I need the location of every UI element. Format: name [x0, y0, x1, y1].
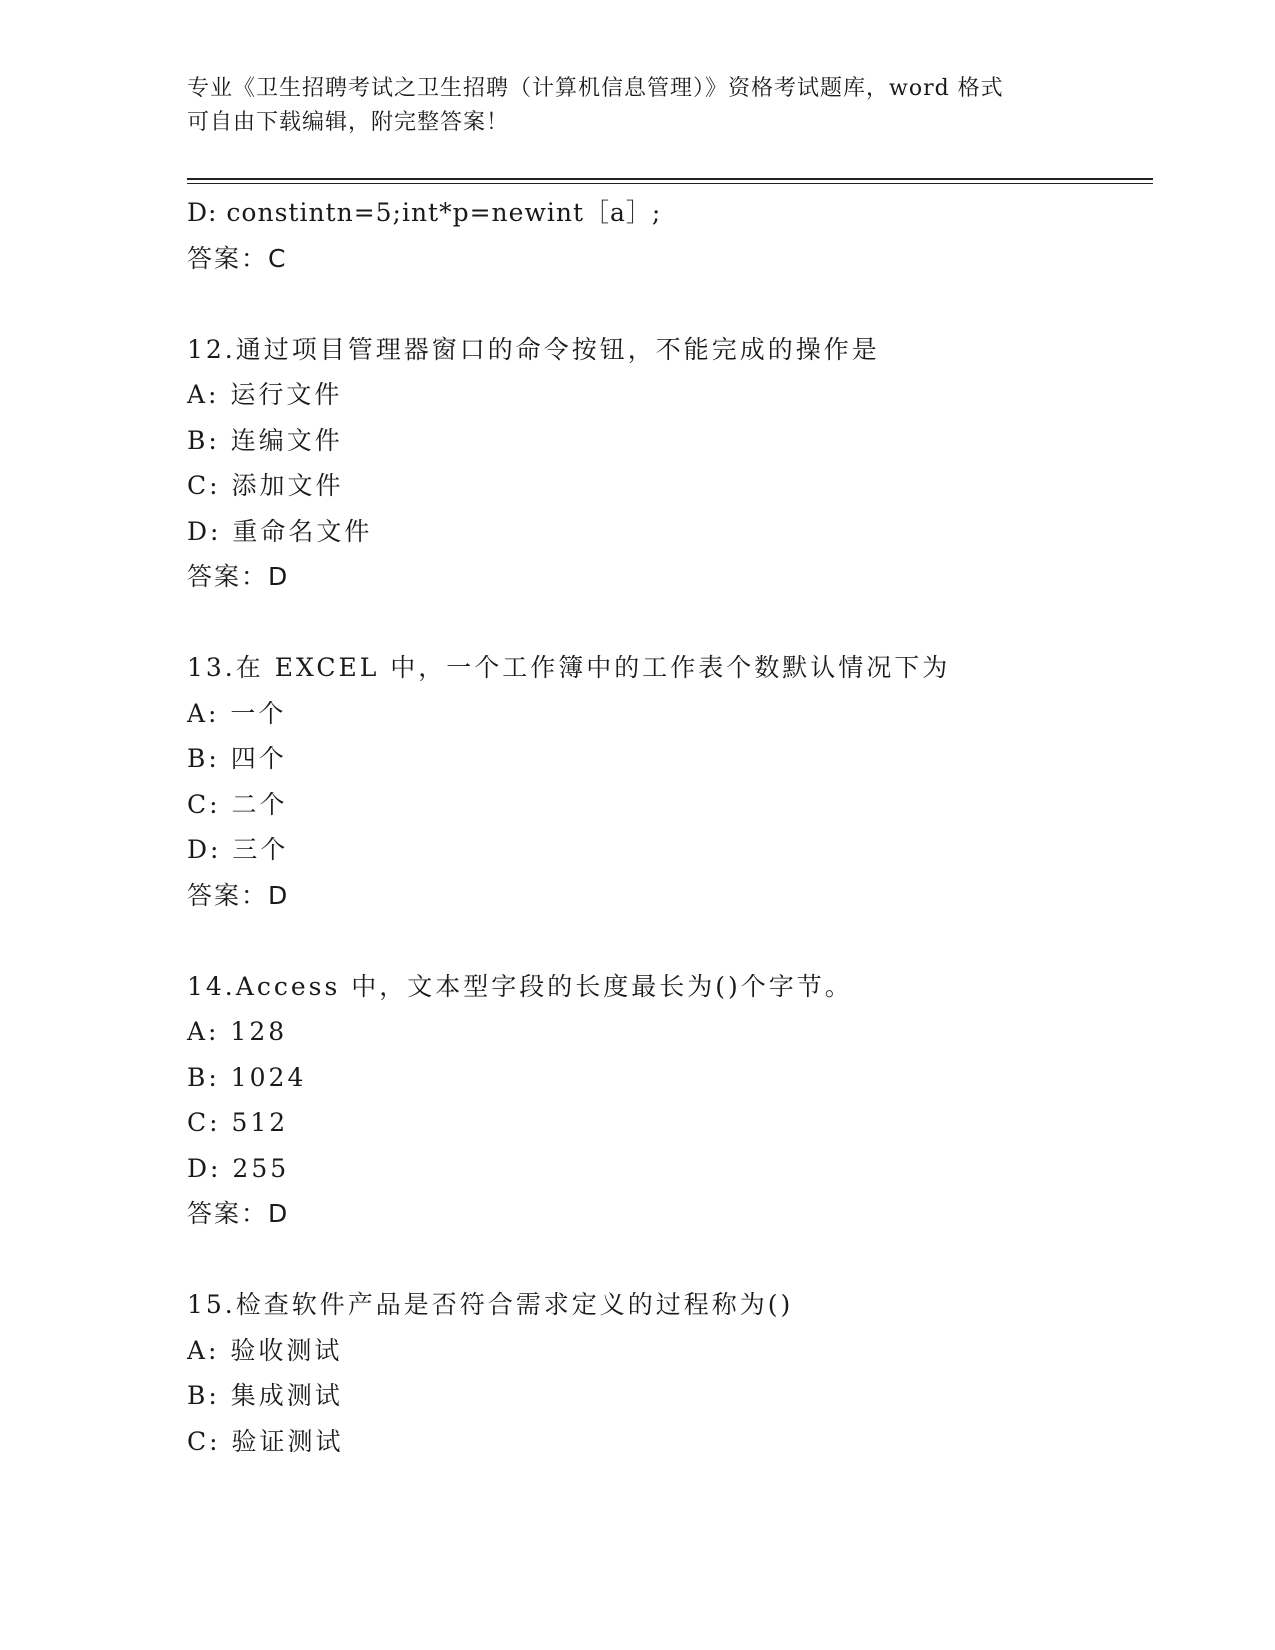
header-divider-thin: [187, 183, 1153, 184]
question-14-stem: 14.Access 中，文本型字段的长度最长为()个字节。: [187, 971, 853, 1001]
spacer: [187, 600, 1153, 646]
header-divider-thick: [187, 178, 1153, 180]
question-12-option-d: D: 重命名文件: [187, 516, 373, 546]
spacer: [187, 1237, 1153, 1283]
question-14-option-b: B: 1024: [187, 1062, 307, 1092]
header-line-2: 可自由下载编辑，附完整答案！: [187, 110, 510, 135]
question-12-option-a: A: 运行文件: [187, 380, 343, 409]
question-14-option-a: A: 128: [187, 1017, 288, 1046]
header-line-1: 专业《卫生招聘考试之卫生招聘（计算机信息管理）》资格考试题库，word 格式: [187, 76, 1004, 101]
question-12-stem: 12.通过项目管理器窗口的命令按钮，不能完成的操作是: [187, 334, 880, 364]
spacer: [187, 281, 1153, 327]
question-12-option-b: B: 连编文件: [187, 425, 343, 455]
document-header: [187, 72, 1087, 140]
question-13-option-a: A: 一个: [187, 698, 287, 728]
question-14-option-d: D: 255: [187, 1153, 290, 1183]
question-13-answer: 答案：D: [187, 880, 290, 910]
question-13-option-b: B: 四个: [187, 744, 287, 773]
question-13-option-d: D: 三个: [187, 835, 289, 864]
question-13-stem: 13.在 EXCEL 中，一个工作簿中的工作表个数默认情况下为: [187, 653, 951, 682]
question-12-answer: 答案：D: [187, 562, 290, 591]
question-list: [187, 190, 1153, 1464]
question-15-stem: 15.检查软件产品是否符合需求定义的过程称为(): [187, 1290, 794, 1319]
prev-question-answer: 答案：C: [187, 243, 288, 273]
question-15-option-c: C: 验证测试: [187, 1426, 344, 1456]
question-13-option-c: C: 二个: [187, 789, 288, 819]
question-15-option-a: A: 验收测试: [187, 1335, 343, 1365]
spacer: [187, 918, 1153, 964]
prev-question-option-d: D: constintn=5;int*p=newint［a］;: [187, 198, 662, 227]
question-12-option-c: C: 添加文件: [187, 471, 344, 500]
question-14-option-c: C: 512: [187, 1108, 289, 1137]
question-14-answer: 答案：D: [187, 1199, 290, 1228]
question-15-option-b: B: 集成测试: [187, 1381, 343, 1410]
